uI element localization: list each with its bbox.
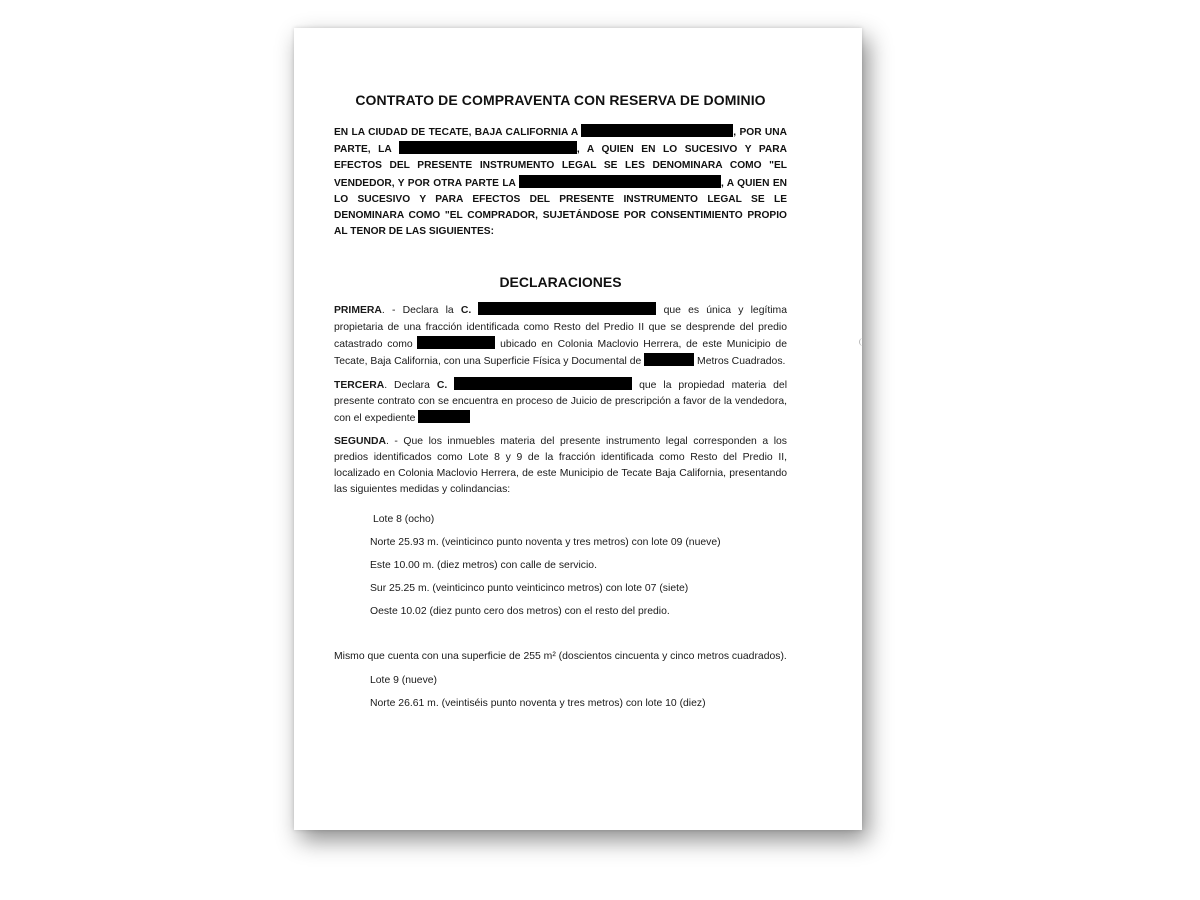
primera-c: C. — [460, 305, 472, 317]
declaraciones-heading: DECLARACIONES — [499, 274, 622, 291]
redacted-owner-name — [478, 302, 656, 315]
lote9-norte: Norte 26.61 m. (veintiséis punto noventa y tres metros) con lote 10 (diez) — [370, 697, 706, 709]
redacted-date — [581, 124, 733, 137]
superficie-paragraph: Mismo que cuenta con una superficie de 255 m² (doscientos cincuenta y cinco metros cuadrados). — [334, 650, 787, 662]
intro-text-3: , A QUIEN EN LO SUCESIVO Y PARA EFECTOS DEL PRESENTE INSTRUMENTO LEGAL SE LES DENOMINARA COMO "EL VENDEDOR, Y POR OTRA PARTE LA — [334, 144, 787, 189]
segunda-text-1: . - Que los inmuebles materia del presente instrumento legal corresponden a los predios identificados como Lote 8 y 9 de la fracción identificada como Resto del Predio II, localizado en Colonia Maclovio Herrera, de este Municipio de Tecate Baja California, presentando las siguientes medidas y colindancias: — [334, 435, 787, 496]
lote8-este: Este 10.00 m. (diez metros) con calle de servicio. — [370, 559, 597, 571]
tercera-paragraph — [334, 377, 787, 428]
redacted-case-number — [418, 410, 470, 423]
page-edge-mark — [859, 338, 864, 346]
redacted-surface — [644, 353, 694, 366]
intro-text-2: , POR UNA PARTE, LA — [334, 127, 787, 156]
lote8-norte: Norte 25.93 m. (veinticinco punto noventa y tres metros) con lote 09 (nueve) — [370, 536, 721, 548]
tercera-text-1: . Declara — [384, 379, 437, 391]
segunda-label: SEGUNDA — [334, 435, 386, 447]
document-content — [334, 92, 787, 712]
redacted-buyer-name — [519, 175, 721, 188]
primera-paragraph — [334, 302, 787, 370]
lote8-oeste: Oeste 10.02 (diez punto cero dos metros) con el resto del predio. — [370, 605, 670, 617]
document-title: CONTRATO DE COMPRAVENTA CON RESERVA DE DOMINIO — [355, 92, 766, 108]
lote9-label: Lote 9 (nueve) — [370, 674, 438, 686]
primera-label: PRIMERA — [334, 305, 382, 317]
redacted-cadastral-key — [417, 336, 495, 349]
tercera-text-2: que la propiedad materia del presente contrato con se encuentra en proceso de Juicio de prescripción a favor de la vendedora, con el expediente — [334, 379, 788, 425]
tercera-c: C. — [436, 379, 448, 391]
intro-text-1: EN LA CIUDAD DE TECATE, BAJA CALIFORNIA A — [334, 127, 582, 138]
document-page — [294, 28, 862, 830]
primera-text-2: que es única y legítima propietaria de una fracción identificada como Resto del Predio II que se desprende del predio catastrado como — [334, 305, 787, 351]
lote8-sur: Sur 25.25 m. (veinticinco punto veinticinco metros) con lote 07 (siete) — [370, 582, 689, 594]
redacted-declarant-name — [454, 377, 632, 390]
intro-text-4: , A QUIEN EN LO SUCESIVO Y PARA EFECTOS DEL PRESENTE INSTRUMENTO LEGAL SE LE DENOMINARA COMO "EL COMPRADOR, SUJETÁNDOSE POR CONSENTIMIENTO PROPIO AL TENOR DE LAS SIGUIENTES: — [334, 177, 787, 238]
tercera-label: TERCERA — [334, 379, 385, 391]
lote8-label: Lote 8 (ocho) — [373, 513, 435, 525]
redacted-seller-name — [399, 141, 577, 154]
primera-text-1: . - Declara la — [381, 305, 461, 317]
primera-text-4: Metros Cuadrados. — [694, 356, 786, 368]
intro-paragraph — [334, 124, 787, 240]
primera-text-3: ubicado en Colonia Maclovio Herrera, de este Municipio de Tecate, Baja California, con una Superficie Física y Documental de — [334, 339, 787, 368]
segunda-paragraph — [334, 434, 787, 499]
